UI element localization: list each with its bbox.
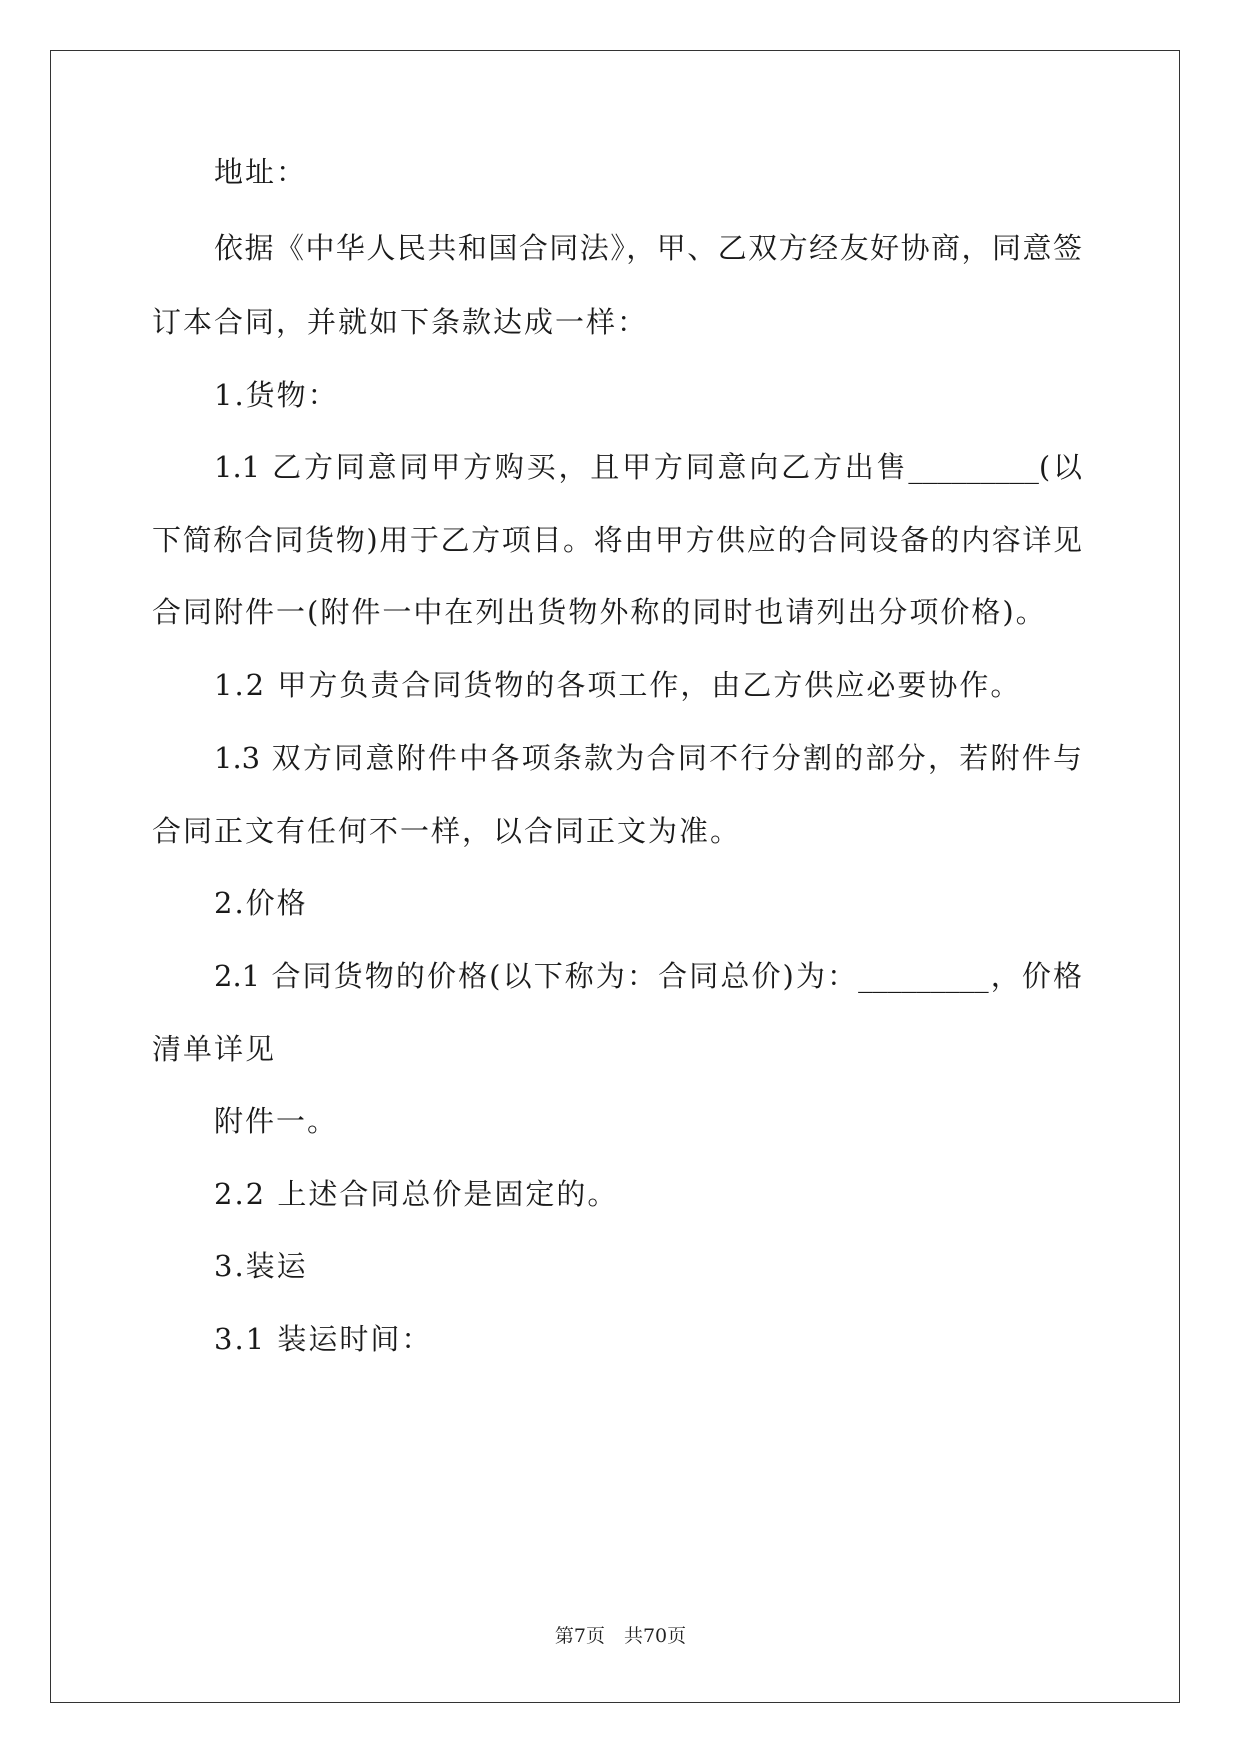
clause-1-1-line1: 1.1 乙方同意同甲方购买，且甲方同意向乙方出售_________(以 <box>214 450 1082 484</box>
clause-1-1-line3: 合同附件一(附件一中在列出货物外称的同时也请列出分项价格)。 <box>152 595 1047 629</box>
clause-3-1: 3.1 装运时间： <box>214 1322 433 1356</box>
page-border <box>50 50 1180 1703</box>
address-label: 地址： <box>214 155 308 189</box>
clause-2-1-line3: 附件一。 <box>214 1104 339 1138</box>
section-heading-goods: 1.货物： <box>214 378 339 412</box>
clause-1-1-line2: 下简称合同货物)用于乙方项目。将由甲方供应的合同设备的内容详见 <box>152 523 1082 557</box>
clause-1-2: 1.2 甲方负责合同货物的各项工作，由乙方供应必要协作。 <box>214 668 1022 702</box>
section-heading-price: 2.价格 <box>214 886 308 920</box>
paragraph-intro-line2: 订本合同，并就如下条款达成一样： <box>152 305 649 339</box>
clause-2-2: 2.2 上述合同总价是固定的。 <box>214 1177 619 1211</box>
clause-2-1-line1: 2.1 合同货物的价格(以下称为：合同总价)为：_________，价格 <box>214 959 1082 993</box>
page-number-footer: 第7页 共70页 <box>554 1625 687 1647</box>
clause-1-3-line2: 合同正文有任何不一样，以合同正文为准。 <box>152 814 742 848</box>
section-heading-shipping: 3.装运 <box>214 1249 308 1283</box>
paragraph-intro-line1: 依据《中华人民共和国合同法》，甲、乙双方经友好协商，同意签 <box>214 231 1082 265</box>
clause-1-3-line1: 1.3 双方同意附件中各项条款为合同不行分割的部分，若附件与 <box>214 741 1082 775</box>
clause-2-1-line2: 清单详见 <box>152 1032 277 1066</box>
